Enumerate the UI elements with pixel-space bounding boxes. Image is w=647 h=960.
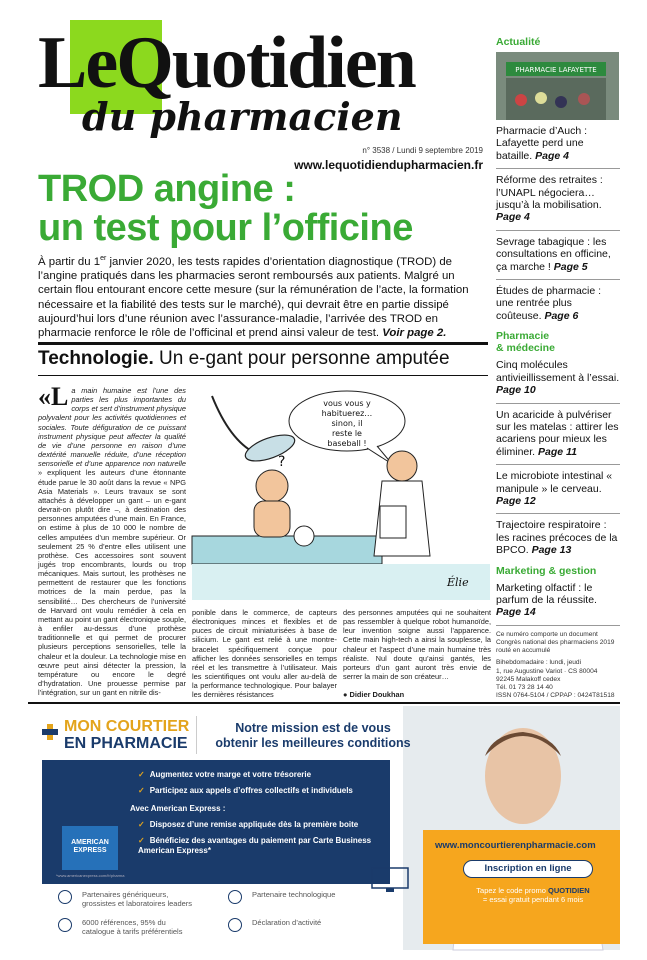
feature-item: Déclaration d’activité (228, 918, 368, 927)
ad-divider (196, 716, 197, 754)
check-icon: ✓ (138, 820, 145, 829)
summary-item[interactable]: Réforme des retraites : l’UNAPL négociera… jusqu’à la mobilisation. Page 4 (496, 169, 620, 231)
declaration-icon (228, 918, 242, 932)
section-title-actualite: Actualité (496, 36, 541, 48)
ad-logo: MON COURTIER EN PHARMACIE (42, 718, 189, 752)
summary-item[interactable]: Marketing olfactif : le parfum de la réussite. Page 14 (496, 577, 620, 626)
article-headline: Technologie. Un e-gant pour personne amputée (38, 348, 450, 369)
svg-text:?: ? (278, 454, 286, 470)
bubble-text-1: vous vous y (323, 399, 371, 408)
bubble-text-3: sinon, il (331, 419, 363, 428)
article-column-1: «La main humaine est l’une des parties les plus importantes du corps et sert d’instrument physique polyvalent pour les activités quotidiennes et sociales. Toute défiguration de ce puissant instrument physique peut affecter la qualité de vie d’une personne en raison d’une dextérité manuelle réduite, d’une réception sensorielle et d’une apparence non naturelle » expliquent les auteurs d’une étonnante étude parue le 30 août dans la revue « NPG Asia Materials ». Leurs travaux se sont attachés à développer un gant – un e-gant devrait-on plutôt dire –, à destination des personnes amputées d’une main. En France, on estime à plus de 10 000 le nombre de celles amputées d’un membre supérieur. Or seulement 25 % d’entre elles utilisent une prothèse. Ces accessoires sont souvent jugés trop encombrants, lourds ou trop mécaniques. Mais surtout, les prothèses ne permettent de restaurer que les fonctions motrices de la main perdue, pas la sensibilité… Des chercheurs de l’université de Harvard ont voulu remédier à cela en mettant au point un gant électronique souple, à enfiler au-dessus d’une prothèse traditionnelle et qui permet de procurer plusieurs perceptions sensorielles, telle la chaleur et la douleur. La technologie mise en œuvre peut ainsi détecter la pression, la température ou encore le degré d’hydratation. Une prouesse permise par l’intégration, sur un gant en nitrile dis- (38, 382, 186, 698)
svg-text:PHARMACIE LAFAYETTE: PHARMACIE LAFAYETTE (515, 66, 597, 74)
main-headline: TROD angine : un test pour l’officine (38, 168, 413, 249)
masthead-title: LeQuotidien (38, 22, 415, 104)
ad-benefits-panel (42, 760, 390, 884)
tech-partner-icon (228, 890, 242, 904)
check-icon: ✓ (138, 836, 145, 845)
monitor-icon (370, 866, 410, 894)
bubble-text-2: habituerez… (321, 409, 373, 418)
summary-item[interactable]: Un acaricide à pulvériser sur les matelas : attirer les acariens pour mieux les éliminer. Page 11 (496, 404, 620, 466)
feature-item: 6000 références, 95% du catalogue à tarifs préférentiels (58, 918, 198, 936)
check-icon: ✓ (138, 786, 145, 795)
feature-item: Partenaire technologique (228, 890, 368, 899)
article-column-3: des personnes amputées qui ne souhaitent pas ressembler à quelque robot humanoïde, leur invention soigne aussi l’apparence. Cette main high-tech a ainsi la souplesse, la chaleur et l’aspect d’une main humaine très réaliste. Nul doute qu’ainsi gantés, les porteurs d’un gant auront très envie de serrer la main de son créateur… (343, 608, 491, 682)
ad-mission: Notre mission est de vous obtenir les meilleures conditions (215, 721, 411, 750)
advertisement[interactable] (28, 706, 620, 950)
cartoon-illustration (192, 386, 490, 600)
article-column-2: ponible dans le commerce, de capteurs électroniques minces et flexibles et de puces de circuit miniaturisées à base de silicium. Le gant est relié à une montre-bracelet spécifiquement conçue pour afficher les données sensorielles en temps réel et les transmettre à l’utilisateur. Mais les scientifiques ont voulu aller au-delà de la performance technologique. Pour balayer les dernières résistances (192, 608, 337, 700)
summary-item[interactable]: Pharmacie d’Auch : Lafayette perd une bataille. Page 4 (496, 120, 620, 169)
promo-text: Tapez le code promo QUOTIDIEN = essai gratuit pendant 6 mois (476, 886, 590, 904)
ad-separator (28, 702, 620, 704)
article-author: ● Didier Doukhan (343, 690, 405, 699)
masthead (28, 12, 483, 172)
drop-quote: «L (38, 382, 69, 411)
ad-cta-panel (423, 830, 620, 944)
see-page-link[interactable]: Voir page 2. (382, 327, 447, 340)
partner-icon (58, 890, 72, 904)
benefit-item: ✓ Augmentez votre marge et votre trésorerie (138, 770, 312, 779)
summary-item[interactable]: Études de pharmacie : une rentrée plus coûteuse. Page 6 (496, 285, 602, 322)
cross-icon (42, 724, 58, 740)
section-rule (38, 375, 488, 376)
catalog-icon (58, 918, 72, 932)
cartoon-signature: Élie (447, 576, 469, 589)
summary-item[interactable]: Trajectoire respiratoire : les racines précoces de la BPCO. Page 13 (496, 519, 618, 557)
summary-item[interactable]: Le microbiote intestinal « manipule » le cerveau. Page 12 (496, 465, 620, 514)
masthead-subtitle: du pharmacien (82, 94, 403, 139)
sidebar-summary (496, 36, 620, 700)
bubble-text-5: baseball ! (327, 439, 367, 448)
website-link[interactable]: www.lequotidiendupharmacien.fr (294, 158, 483, 172)
bubble-text-4: reste le (332, 429, 362, 438)
issue-number: n° 3538 / Lundi 9 septembre 2019 (362, 146, 483, 155)
ad-website[interactable]: www.moncourtierenpharmacie.com (435, 840, 596, 851)
section-rule (38, 342, 488, 345)
benefit-item: ✓ Bénéficiez des avantages du paiement par Carte Business American Express* (138, 836, 372, 855)
publication-info: Ce numéro comporte un document Congrès national des pharmaciens 2019 routé en accumulé Bihebdomadaire : lundi, jeudi 1, rue Augustine Variot · CS 80004 92245 Malakoff cedex Tél. 01 73 28 14 40 ISSN 0764-5104 / CPPAP : 0424T81518 (496, 630, 615, 700)
signup-button[interactable]: Inscription en ligne (463, 860, 593, 878)
summary-item[interactable]: Cinq molécules antivieillissement à l’essai. Page 10 (496, 354, 620, 403)
amex-heading: Avec American Express : (130, 804, 226, 813)
pharmacy-photo (496, 52, 619, 120)
check-icon: ✓ (138, 770, 145, 779)
cartoon-drawing (192, 386, 490, 600)
benefit-item: ✓ Participez aux appels d’offres collectifs et individuels (138, 786, 353, 795)
summary-item[interactable]: Sevrage tabagique : les consultations en officine, ça marche ! Page 5 (496, 231, 620, 280)
lead-paragraph: À partir du 1er janvier 2020, les tests rapides d’orientation diagnostique (TROD) de l’angine pratiqués dans les pharmacies seront remboursés aux patients. Malgré un certain flou entourant encore cette mesure (sur la rémunération de l’acte, la formation nécessaire et la fiabilité des tests sur le marché), qui devrait être en partie dissipé aujourd’hui lors d’une réunion avec l’assurance-maladie, l’arrivée des TROD en pharmacie renforce le rôle de l’officinal et prend ainsi valeur de test. Voir page 2. (38, 255, 469, 340)
section-title-marketing: Marketing & gestion (496, 564, 597, 577)
amex-note: *www.americanexpress.com/fr/pharma (56, 873, 125, 878)
amex-card-logo: AMERICAN EXPRESS (62, 826, 118, 870)
feature-item: Partenaires génériqueurs, grossistes et laboratoires leaders (58, 890, 198, 908)
section-title-pharmacie: Pharmacie & médecine (496, 330, 555, 355)
benefit-item: ✓ Disposez d’une remise appliquée dès la première boite (138, 820, 359, 829)
